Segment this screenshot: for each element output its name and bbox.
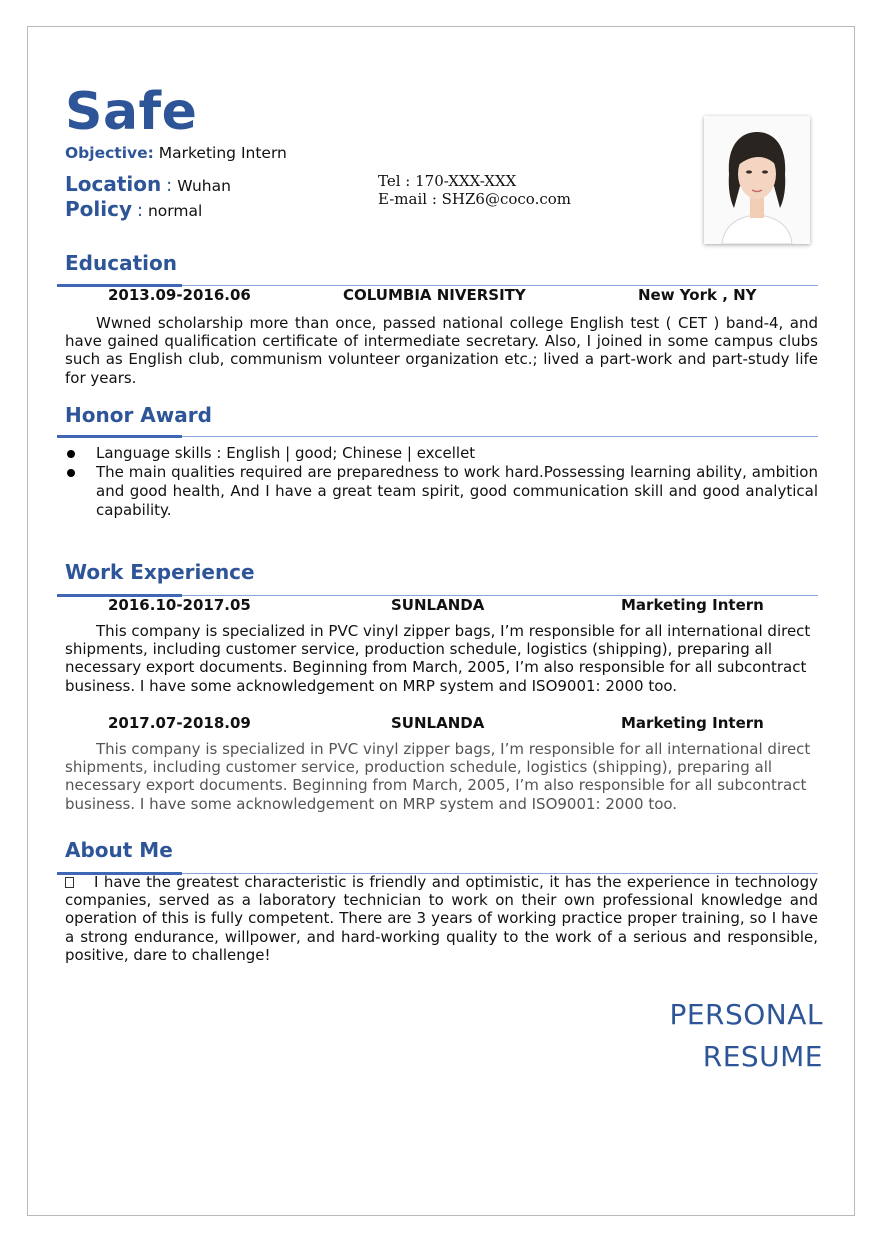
job-date: 2017.07-2018.09: [108, 714, 251, 732]
placeholder-glyph-icon: [65, 877, 74, 888]
honor-list: [65, 444, 818, 520]
objective-label: Objective:: [65, 144, 154, 162]
bullet-icon: [67, 469, 75, 477]
profile-photo: [704, 116, 810, 244]
bullet-icon: [67, 450, 75, 458]
job-role: Marketing Intern: [621, 596, 764, 614]
education-description: Wwned scholarship more than once, passed national college English test ( CET ) band-4, and have gained qualification certificate of intermediate secretary. Also, I joined in some campus clubs such as English club, communism volunteer organization etc.; lived a part-work and part-study life for years.: [65, 314, 818, 387]
education-row: [65, 285, 818, 305]
personal-resume-title: [669, 994, 823, 1078]
list-item: [65, 463, 818, 520]
section-title-honor-award: Honor Award: [65, 403, 212, 427]
education-place: New York , NY: [638, 286, 757, 304]
footer-title-line-1: PERSONAL: [669, 998, 823, 1031]
section-title-work-experience: Work Experience: [65, 560, 255, 584]
section-title-education: Education: [65, 251, 177, 275]
objective-value: Marketing Intern: [158, 144, 287, 162]
location-value: Wuhan: [177, 177, 231, 195]
education-school: COLUMBIA NIVERSITY: [343, 286, 526, 304]
about-text: I have the greatest characteristic is friendly and optimistic, it has the experience in technology companies, served as a laboratory technician to work on their own professional knowledge and operation of this is fully competent. There are 3 years of working practice proper training, so I have a strong endurance, willpower, and hard-working quality to the work of a serious and responsible, positive, dare to challenge!: [65, 873, 818, 964]
job-description: This company is specialized in PVC vinyl zipper bags, I’m responsible for all international direct shipments, including customer service, production schedule, logistics (shipping), preparing all necessary export documents. Beginning from March, 2005, I’m also responsible for all subcontract business. I have some acknowledgement on MRP system and ISO9001: 2000 too.: [65, 740, 811, 813]
objective: [65, 143, 287, 163]
job-description: This company is specialized in PVC vinyl zipper bags, I’m responsible for all international direct shipments, including customer service, production schedule, logistics (shipping), preparing all necessary export documents. Beginning from March, 2005, I’m also responsible for all subcontract business. I have some acknowledgement on MRP system and ISO9001: 2000 too.: [65, 622, 811, 695]
list-item: [65, 444, 818, 463]
tel: Tel : 170-XXX-XXX: [378, 172, 517, 190]
candidate-name: Safe: [65, 82, 198, 142]
job-row: [65, 713, 818, 733]
location-separator: :: [166, 175, 173, 196]
policy-value: normal: [147, 202, 203, 220]
location-label: Location: [65, 172, 162, 196]
job-company: SUNLANDA: [391, 596, 485, 614]
about-description: [65, 873, 818, 964]
section-title-about-me: About Me: [65, 838, 173, 862]
policy-label: Policy: [65, 197, 133, 221]
email: E-mail : SHZ6@coco.com: [378, 190, 571, 208]
location: [65, 172, 231, 198]
job-row: [65, 595, 818, 615]
job-date: 2016.10-2017.05: [108, 596, 251, 614]
job-company: SUNLANDA: [391, 714, 485, 732]
portrait-illustration: [704, 116, 810, 244]
honor-item-text: Language skills : English | good; Chinese | excellet: [96, 444, 476, 462]
footer-title-line-2: RESUME: [702, 1040, 823, 1073]
section-rule-accent: [57, 435, 182, 438]
education-date: 2013.09-2016.06: [108, 286, 251, 304]
honor-item-text: The main qualities required are preparedness to work hard.Possessing learning ability, ambition and good health, And I have a great team spirit, good communication skill and good analytical capability.: [96, 463, 818, 519]
policy: [65, 197, 202, 223]
job-role: Marketing Intern: [621, 714, 764, 732]
policy-separator: :: [136, 200, 144, 221]
